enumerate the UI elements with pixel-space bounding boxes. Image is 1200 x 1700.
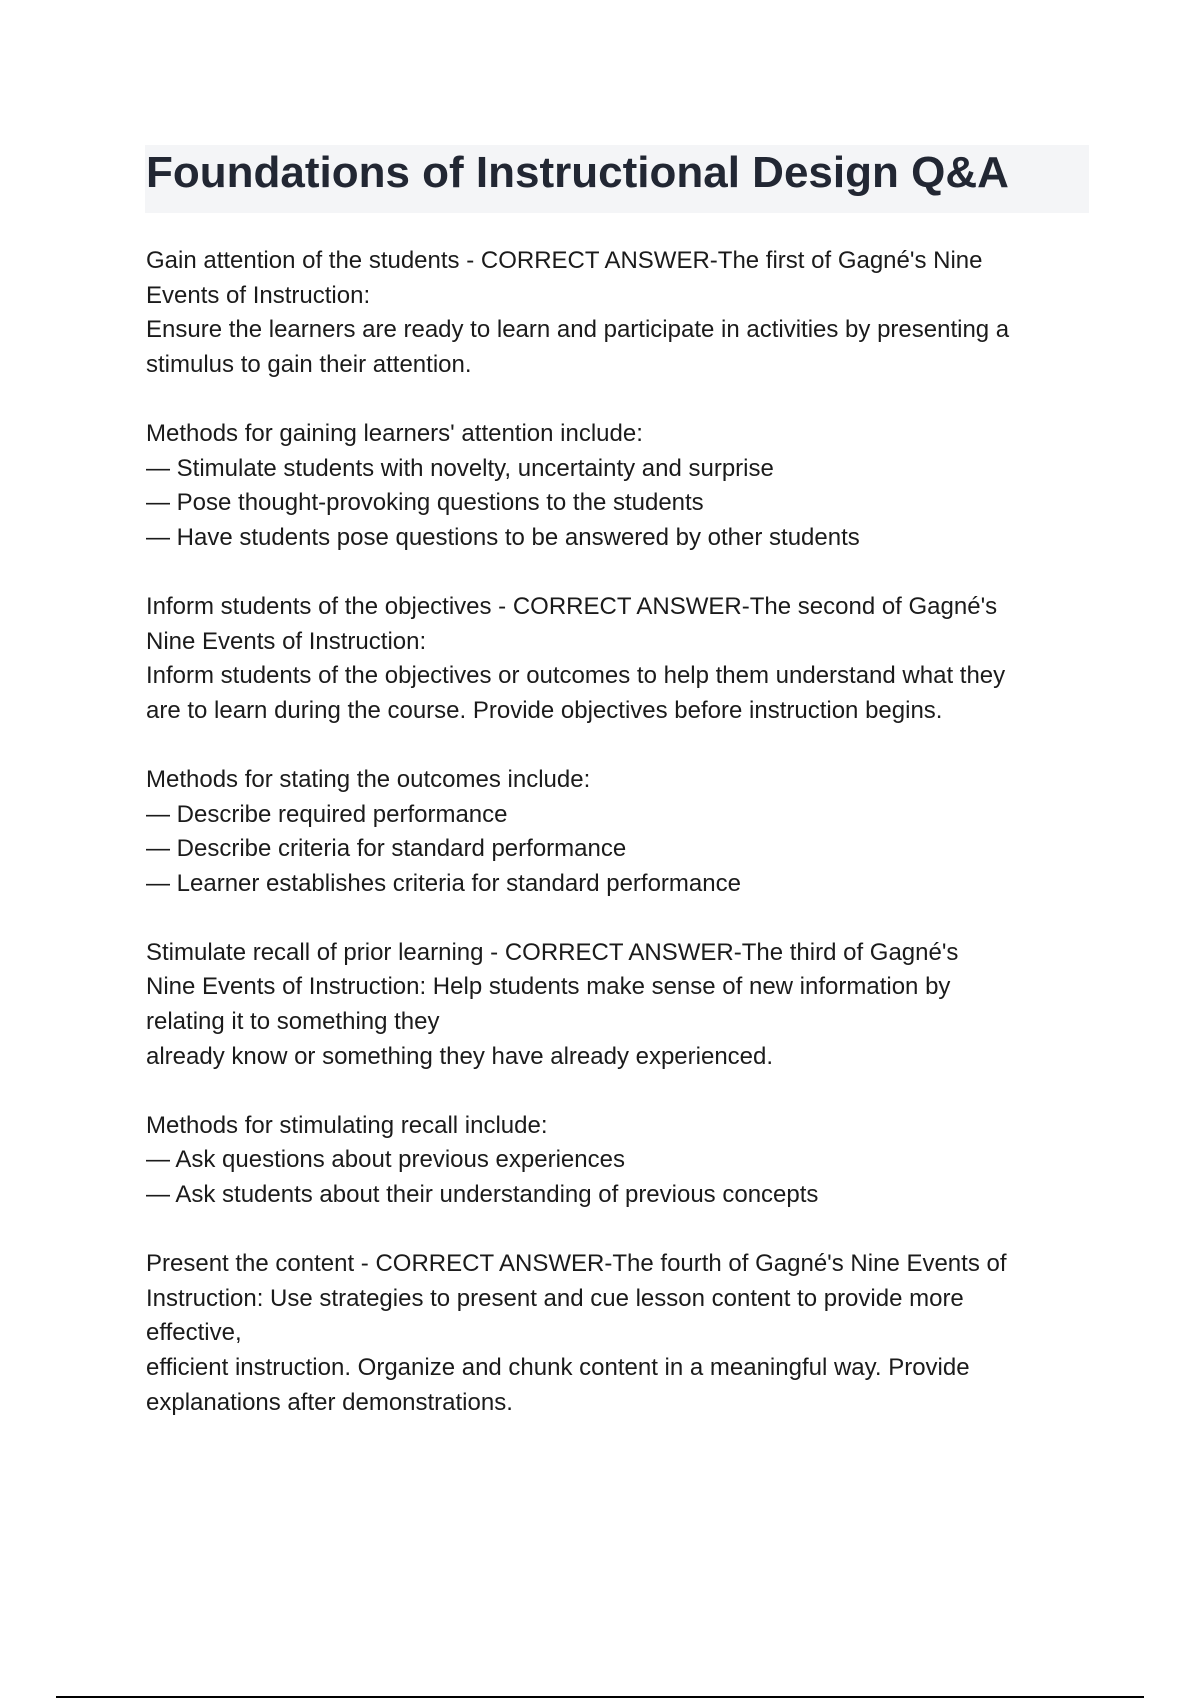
- answer-line: Stimulate recall of prior learning - CORRECT ANSWER-The third of Gagné's: [146, 938, 959, 966]
- methods-heading: Methods for stating the outcomes include:: [146, 765, 591, 793]
- answer-line: Present the content - CORRECT ANSWER-The fourth of Gagné's Nine Events of: [146, 1250, 1007, 1278]
- method-item: — Have students pose questions to be answered by other students: [146, 523, 860, 551]
- answer-line: Events of Instruction:: [146, 281, 371, 309]
- answer-line: are to learn during the course. Provide objectives before instruction begins.: [146, 696, 943, 724]
- paragraph-gap: [146, 1213, 1096, 1248]
- answer-line: efficient instruction. Organize and chunk content in a meaningful way. Provide: [146, 1354, 970, 1381]
- method-item: — Stimulate students with novelty, uncertainty and surprise: [146, 454, 774, 482]
- qa-entry-inform-objectives: [146, 590, 1096, 936]
- method-item: — Describe criteria for standard performance: [146, 835, 627, 863]
- answer-line: stimulus to gain their attention.: [146, 350, 472, 378]
- answer-line: Ensure the learners are ready to learn and participate in activities by presenting a: [146, 316, 1010, 344]
- qa-entry-stimulate-recall: [146, 936, 1096, 1247]
- answer-line: explanations after demonstrations.: [146, 1388, 513, 1416]
- method-item: — Describe required performance: [146, 800, 508, 828]
- method-item: — Learner establishes criteria for standard performance: [146, 869, 741, 897]
- method-item: — Ask students about their understanding of previous concepts: [146, 1181, 819, 1209]
- document-title: Foundations of Instructional Design Q&A: [146, 148, 1009, 197]
- paragraph-gap: [146, 382, 1096, 417]
- method-item: — Ask questions about previous experiences: [146, 1146, 625, 1174]
- answer-line: Gain attention of the students - CORRECT ANSWER-The first of Gagné's Nine: [146, 247, 983, 274]
- answer-line: Inform students of the objectives - CORRECT ANSWER-The second of Gagné's: [146, 592, 998, 620]
- paragraph-gap: [146, 901, 1096, 936]
- answer-line: Nine Events of Instruction:: [146, 627, 427, 655]
- answer-line: Instruction: Use strategies to present and cue lesson content to provide more: [146, 1284, 964, 1312]
- answer-line: Nine Events of Instruction: Help students make sense of new information by: [146, 973, 951, 1001]
- paragraph-gap: [146, 728, 1096, 763]
- answer-line: already know or something they have already experienced.: [146, 1042, 774, 1070]
- answer-line: Inform students of the objectives or outcomes to help them understand what they: [146, 662, 1006, 690]
- qa-entry-present-content: [146, 1247, 1096, 1420]
- document-body: [146, 244, 1096, 1420]
- methods-heading: Methods for gaining learners' attention include:: [146, 419, 643, 447]
- paragraph-gap: [146, 555, 1096, 590]
- qa-entry-gain-attention: [146, 244, 1096, 590]
- footer-divider: [56, 1696, 1144, 1698]
- paragraph-gap: [146, 1074, 1096, 1109]
- method-item: — Pose thought-provoking questions to the students: [146, 489, 704, 517]
- answer-line: relating it to something they: [146, 1008, 440, 1036]
- answer-line: effective,: [146, 1319, 242, 1347]
- methods-heading: Methods for stimulating recall include:: [146, 1111, 548, 1139]
